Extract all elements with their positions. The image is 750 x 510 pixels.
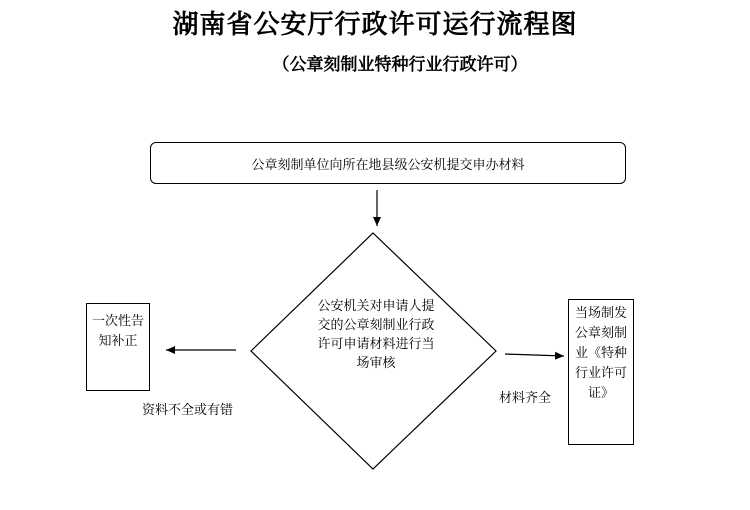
arrow-decision-to-approve (505, 354, 564, 356)
approve-node-text: 当场制发公章刻制业《特种行业许可证》 (574, 306, 627, 401)
start-node-text: 公章刻制单位向所在地县级公安机提交申办材料 (251, 157, 525, 173)
decision-node-text: 公安机关对申请人提交的公章刻制业行政许可申请材料进行当场审核 (317, 299, 435, 371)
reject-node (86, 303, 150, 391)
reject-node-text: 一次性告知补正 (91, 314, 144, 349)
page-subtitle: （公章刻制业特种行业行政许可） (272, 55, 528, 75)
start-node (150, 142, 626, 184)
approve-edge-label: 材料齐全 (499, 391, 552, 406)
page-title: 湖南省公安厅行政许可运行流程图 (172, 10, 578, 40)
reject-edge-label: 资料不全或有错 (142, 403, 234, 418)
approve-node (568, 299, 634, 445)
